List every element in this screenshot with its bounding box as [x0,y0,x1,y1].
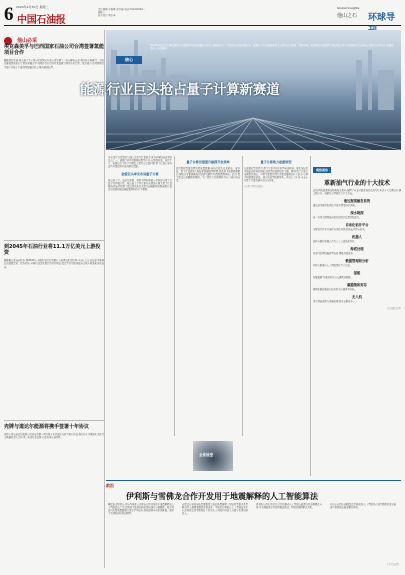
bottom-article [106,480,401,568]
feature-photo-label: 全景展望 [199,453,213,457]
article-paragraph: 埃克森美孚、道达尔能源、壳牌等国际能源公司纷纷与量子计算企业开展合作。埃克森美孚早在数年前便加入相关量子计算网络,探索利用量子算法优化液化天然气运输路线和物流调度;道达尔能源则聚焦碳捕集材料的分子模拟。 [108,179,172,192]
tech-item-label: 数据管理和分析 [345,258,369,263]
column-divider [310,156,311,476]
editor-info [98,8,203,17]
section-chinese: 他山之石 [337,13,358,19]
bottom-tag: 前沿 [106,483,114,488]
article-subheading: 量子计算有望提升勘探开发效率 [186,160,230,164]
section-title: 环球导 [368,13,396,23]
bottom-column: 据报道,伊利斯公司与雪佛龙公司宣布合作开发用于地震解释的人工智能算法,旨在提高地下地质结构识别的速度与准确性。双方将结合海量地震数据与深度学习技术,训练能够自动识别断层、层位等关键地质特征的模型。 [108,503,174,516]
bottom-headline: 伊利斯与雪佛龙合作开发用于地震解释的人工智能算法 [126,492,318,501]
tech-item-text: 巡检与维护机器人替代人工完成高危作业。 [313,240,357,244]
news-headline-3: 壳牌与道达尔能源将携手签署十年协议 [4,424,90,430]
tech-item [313,270,401,280]
news-body-3: 壳牌公司与道达尔能源公司宣布签署一项为期十年的液化天然气供应协议,双方将在全球液化天然气市场展开深入合作,进一步优化投资组合,提升供应链韧性。 [4,433,104,440]
tech-item-text: 实现钻井作业全流程自动化控制,提高安全性与效率。 [313,228,367,232]
article-paragraph: 油气勘探需要处理海量地震数据,传统计算方法耗时长、成本高。量子计算能够大幅缩短数据处理时间,提高地下储层成像精度,帮助企业更准确地识别油气藏位置,降低勘探风险。此外,量子算法在油藏数值模拟、生产优化等方面同样具有广阔应用前景。 [176,167,240,183]
tech-item-text: 将油气处理设施移至海底,降低开发成本。 [313,252,356,256]
tech-item [313,294,401,304]
news-body-2: 据欧佩克发布的报告,到2045年,全球石油行业需要在上游领域投资约11.1万亿美元,以满足不断增长的能源需求。报告指出,全球石油需求预计将持续增长,投资不足可能导致未来供应紧张和价格波动。 [4,259,104,269]
sidebar-ten-technologies [313,156,401,476]
column-label: 他山必采 [17,38,38,44]
article-paragraph: 在能源转型进程中,量子计算可用于新型电池材料、催化剂以及氢能储运材料的研发,加快清洁能源技术突破。同时,量子计算在电网优化调度、可再生能源并网等方面也展现出巨大潜力,有助于构建更加高效、稳定的新型能源体系。业内人士认为,未来十年量子计算将逐步走向实用化。 [244,167,308,183]
tech-item-text: 利用大数据与人工智能优化生产决策。 [313,264,353,268]
article-column-1 [108,156,172,406]
left-news-column [4,30,104,568]
tech-item [313,246,401,256]
tech-item [313,222,401,232]
news-item-3 [4,420,104,439]
column-divider [242,156,243,436]
tech-item [313,282,401,292]
column-divider [174,156,175,436]
bottom-column: 该算法有望将传统需要数周完成的地震解释工作缩短至数天甚至数小时,大幅降低勘探开发成本。雪佛龙方面表示,人工智能技术正在深刻改变油气勘探的工作方式,公司将持续加大在数字化领域的投入。 [182,503,248,516]
tech-item-label: 液压振荡触发系统 [343,198,371,203]
sidebar-title: 革新油气行业的十大技术 [323,180,390,187]
tech-item-label: 自动化钻井平台 [345,222,369,227]
date-line: 2024年4月30日 星期二 [16,5,49,9]
tech-item-label: 深水勘探 [350,210,364,215]
page-number: 6 [4,4,14,25]
column-divider [104,30,105,568]
tech-item [313,198,401,208]
news-item-2 [4,240,104,269]
tech-item-text: 通过液压脉冲提高钻井效率,降低卡钻风险。 [313,204,358,208]
article-column-3 [244,156,308,406]
design-line: 版式设计:刘东坤 [98,14,116,18]
tech-item-label: 无人机 [352,294,362,299]
tech-item-text: 新一代深水勘探装备提升超深水资源开发能力。 [313,216,362,220]
tech-item [313,258,401,268]
tech-item [313,210,401,220]
tech-item-label: 氢能 [353,270,361,275]
article-subheading: 能源巨头率先布局量子计算 [121,172,159,177]
column-header [4,30,104,44]
editor-line: 责任编辑:王静娜 刘肖楠 电话:010-62094... [98,8,146,11]
hero-intro: 2023年底以来,全球数据量与计算需求持续快速增长,量子计算被视为下一代信息技术的重要方向。能源行业正积极探索量子计算在油气勘探、材料研发、电网调度与碳管理等领域的应用,多家能源企业与科技公司建立合作关系,加速布局这一前沿赛道。 [150,44,394,51]
tech-item-text: 用于管道巡检与设施监测,提升运维效率。 [313,300,356,304]
tech-item [313,234,401,244]
news-item-1 [4,44,104,69]
bottom-credit: (王亮 编译) [387,563,399,566]
article-paragraph: 当前,量子计算凭借其强大的并行计算能力,成为全球科技竞争的焦点之一。能源行业作为数据密集型产业,在勘探开发、炼化生产、电网运行等环节中面临大量复杂计算问题,量子计算有望为这些问题提供全新的解决思路。 [108,156,172,169]
email-line: 邮箱:... [98,11,106,15]
bottom-column: 业内专家指出,随着算法不断成熟,人工智能将在油气勘探开发全链条中发挥越来越重要的作用。 [330,503,396,510]
tech-item-label: 海底处理 [350,246,364,251]
section-english: Global Insights [337,6,360,10]
sidebar-intro: 近期,国际能源咨询机构发布报告,梳理了未来可能深刻改变油气行业的十大关键技术,涵盖数字化、低碳化与智能化等多个方向。 [313,189,401,196]
article-byline: (来源:中国石油报) [244,185,263,189]
news-headline-1: 埃克森美孚与巴西国家石油公司台湾签署氢能项目合作 [4,44,105,57]
article-column-2 [176,156,240,406]
masthead [4,4,401,26]
main-headline: 能源行业巨头抢占量子计算新赛道 [80,82,280,98]
sidebar-credit: (许文璐 编译) [386,306,401,310]
news-body-1: 据路透社报道,埃克森美孚公司与巴西国家石油公司签署了一份谅解备忘录,双方将在低碳氢、氨以及碳捕集和封存等领域开展合作,共同评估在巴西开发低碳氢项目的可行性。双方表示,将共同研究氢能产业链上下游协同发展的机会,推动能源转型。 [4,59,104,69]
article-subheading: 量子计算助力能源转型 [260,160,292,164]
tech-item-text: 规模化碳捕集封存技术助力实现净零目标。 [313,288,357,292]
sidebar-tag: 观察视角 [313,167,331,173]
tech-item-label: 碳捕集和封存 [347,282,367,287]
bottom-column: 伊利斯公司认为,此次合作将推动人工智能在能源行业的规模化应用,为全球能源企业提供更加高效、智能的勘探解决方案。 [256,503,322,510]
tech-item-text: 发展低碳氢,推动炼化与交通领域脱碳。 [313,276,353,280]
paper-logo: 中国石油报 [17,15,66,26]
news-headline-2: 到2045年石油行业将11.1万亿美元上游投资 [4,244,101,257]
hero-tag: 核心 [116,56,142,64]
tech-item-label: 机器人 [352,234,362,239]
